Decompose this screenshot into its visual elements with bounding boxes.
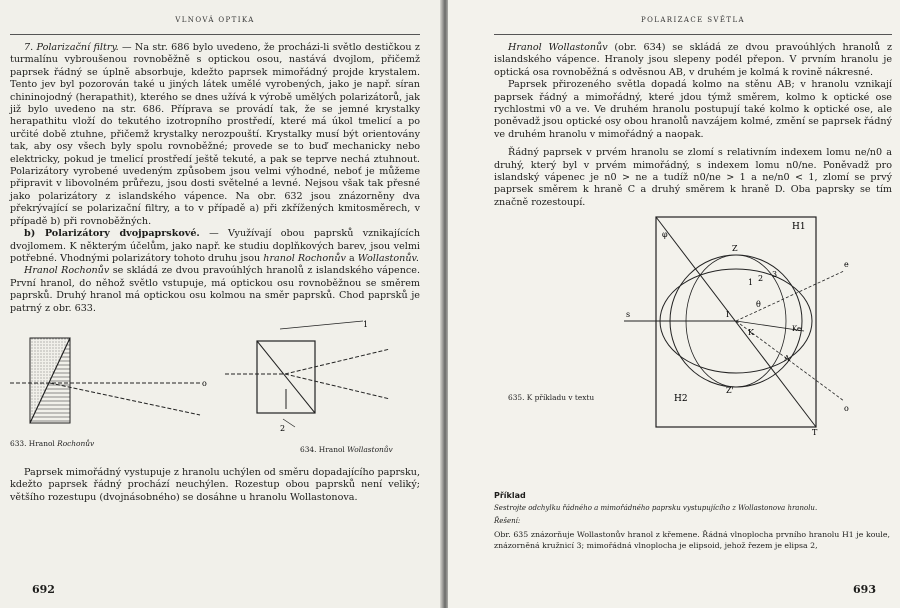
label-Ke: Ke bbox=[792, 325, 802, 334]
label-A: A bbox=[784, 354, 790, 364]
figure-633-caption: 633. Hranol Rochonův bbox=[10, 438, 95, 448]
figure-633-rochon-prism bbox=[10, 323, 210, 433]
paragraph-wollaston-prism: Hranol Wollastonův (obr. 634) se skládá ze dvou pravoúhlých hranolů z islandského vápence. Hranoly jsou slepeny podél přepon. V prvním hranolu je optická osa rovnoběžná s odvěsnou AB, v druhém je kolmá k rovině nákresné. bbox=[494, 42, 892, 78]
label-o-right: o bbox=[844, 404, 849, 414]
label-1: 1 bbox=[363, 319, 369, 329]
figure-635-caption: 635. K příkladu v textu bbox=[508, 393, 595, 403]
label-theta: θ bbox=[756, 300, 761, 310]
label-Z: Z bbox=[732, 244, 738, 254]
paragraph-double-beam-polarizers: b) Polarizátory dvojpaprskové. — Využívají obou paprsků vznikajících dvojlomem. K některým účelům, jako např. ke studiu doplňkových barev, jsou velmi potřebné. Vhodnými polarizátory tohoto druhu jsou hranol Rochonův a Wollastonův. bbox=[10, 228, 420, 264]
example-heading: Příklad bbox=[494, 491, 526, 500]
label-T: T bbox=[812, 428, 818, 438]
solution-text: Obr. 635 znázorňuje Wollastonův hranol z křemene. Řádná vlnoplocha prvního hranolu H1 je koule, znázorněná kružnicí 3; mimořádná vlnoplocha je elipsoid, jehož řezem je elipsa 2, bbox=[494, 530, 890, 550]
figure-635-diagram bbox=[626, 211, 864, 439]
paragraph-rochon-prism: Hranol Rochonův se skládá ze dvou pravoúhlých hranolů z islandského vápence. První hranol, do něhož světlo vstupuje, má optickou osu rovnoběžnou se směrem paprsků. Druhý hranol má optickou osu kolmou na směr paprsků. Chod paprsků je patrný z obr. 633. bbox=[10, 265, 420, 314]
label-e: e bbox=[844, 260, 849, 270]
label-I: I bbox=[726, 310, 730, 320]
left-page bbox=[0, 0, 442, 608]
paragraph-extraordinary-ray: Paprsek mimořádný vystupuje z hranolu uchýlen od směru dopadajícího paprsku, kdežto paprsek řádný prochází neuchýlen. Rozestup obou paprsků není veliký; většího rozestupu (dvojnásobného) se dosáhne u hranolu Wollastonova. bbox=[10, 466, 421, 503]
label-o: o bbox=[202, 378, 207, 388]
section-heading: 7. Polarizační filtry. bbox=[24, 42, 119, 53]
example-block bbox=[494, 490, 890, 551]
paragraph-polarizing-filters: 7. Polarizační filtry. — Na str. 686 bylo uvedeno, že procházi-li světlo destičkou z turmalínu vybroušenou rovnoběžně s optickou osou, nastává dvojlom, přičemž paprsek řádný se úplně absorbuje, kdežto paprsek mimořádný projde krystalem. Tento jev byl pozorován také u jiných látek umělé vyrobených, jako je např. síran chininojodný (herapathit), kterého se dnes užívá k výrobě umělých polarizátorů, jak již bylo uvedeno na str. 686. Příprava se provádí tak, že se jemné krystalky herapathitu vloží do tekutého izotropního prostředí, které má úkol tmelicí a po určité době ztuhne, přičemž krystalky nerozpouští. Krystalky musí být orientovány tak, aby osy všech byly spolu rovnoběžné; provede se to buď mechanicky nebo elektricky, pokud je tmelicí prostředí ještě tekuté, a pak se teprve nechá ztuhnout. Polarizátory vyrobené uvedeným způsobem jsou velmi výhodné, neboť je můžeme připravit v libovolném průřezu, jsou dosti světelné a levné. Nejsou však tak přesné jako polarizátory z islandského vápence. Na obr. 632 jsou znázorněny dva překrývající se polarizační filtry, a to v případě a) při zkřížených kmitosměrech, v případě b) při rovnoběžných. bbox=[10, 42, 420, 227]
paragraph-refraction: Řádný paprsek v prvém hranolu se zlomí s relativním indexem lomu ne/n0 a druhý, který byl v prvém mimořádný, s indexem lomu n0/ne. Poněvadž pro islandský vápenec je n0 > ne a tudíž n0/ne > 1 a ne/n0 < 1, zlomí se prvý paprsek směrem k hraně C a druhý směrem k hraně D. Oba paprsky se tím značně rozestoupí. bbox=[494, 147, 892, 208]
label-phi: φ bbox=[662, 230, 668, 240]
example-task: Sestrojte odchylku řádného a mimořádného paprsku vystupujícího z Wollastonova hranolu. bbox=[494, 504, 818, 512]
figure-634-wollaston-prism bbox=[225, 319, 395, 439]
subsection-heading: b) Polarizátory dvojpaprskové. bbox=[24, 228, 200, 240]
running-head-left: VLNOVÁ OPTIKA bbox=[175, 16, 255, 24]
right-page bbox=[448, 0, 900, 608]
label-3-right: 3 bbox=[772, 270, 778, 280]
running-head-right: POLARIZACE SVĚTLA bbox=[641, 16, 745, 24]
label-K: K bbox=[748, 328, 754, 338]
label-s: s bbox=[626, 310, 631, 320]
figure-635-area bbox=[494, 209, 892, 439]
label-Z-prime: Z' bbox=[726, 386, 734, 396]
figure-634-caption: 634. Hranol Wollastonův bbox=[300, 444, 393, 454]
solution-heading: Řešení: bbox=[494, 517, 521, 525]
page-number-right: 693 bbox=[853, 583, 876, 596]
label-H1: H1 bbox=[792, 222, 806, 233]
figure-row bbox=[10, 319, 420, 459]
label-1-right: 1 bbox=[748, 278, 754, 288]
paragraph-natural-light: Paprsek přirozeného světla dopadá kolmo na stěnu AB; v hranolu vznikají paprsek řádný a mimořádný, které jdou týmž směrem, kolmo k optické ose rychlostmi v0 a ve. Ve druhém hranolu postupují také kolmo k optické ose, ale poněvadž jsou optické osy obou hranolů navzájem kolmé, změní se paprsek řádný ve druhém hranolu v mimořádný a naopak. bbox=[494, 79, 892, 140]
label-2-right: 2 bbox=[758, 274, 764, 284]
page-number-left: 692 bbox=[32, 583, 55, 596]
label-2: 2 bbox=[280, 423, 286, 433]
label-H2: H2 bbox=[674, 394, 688, 405]
